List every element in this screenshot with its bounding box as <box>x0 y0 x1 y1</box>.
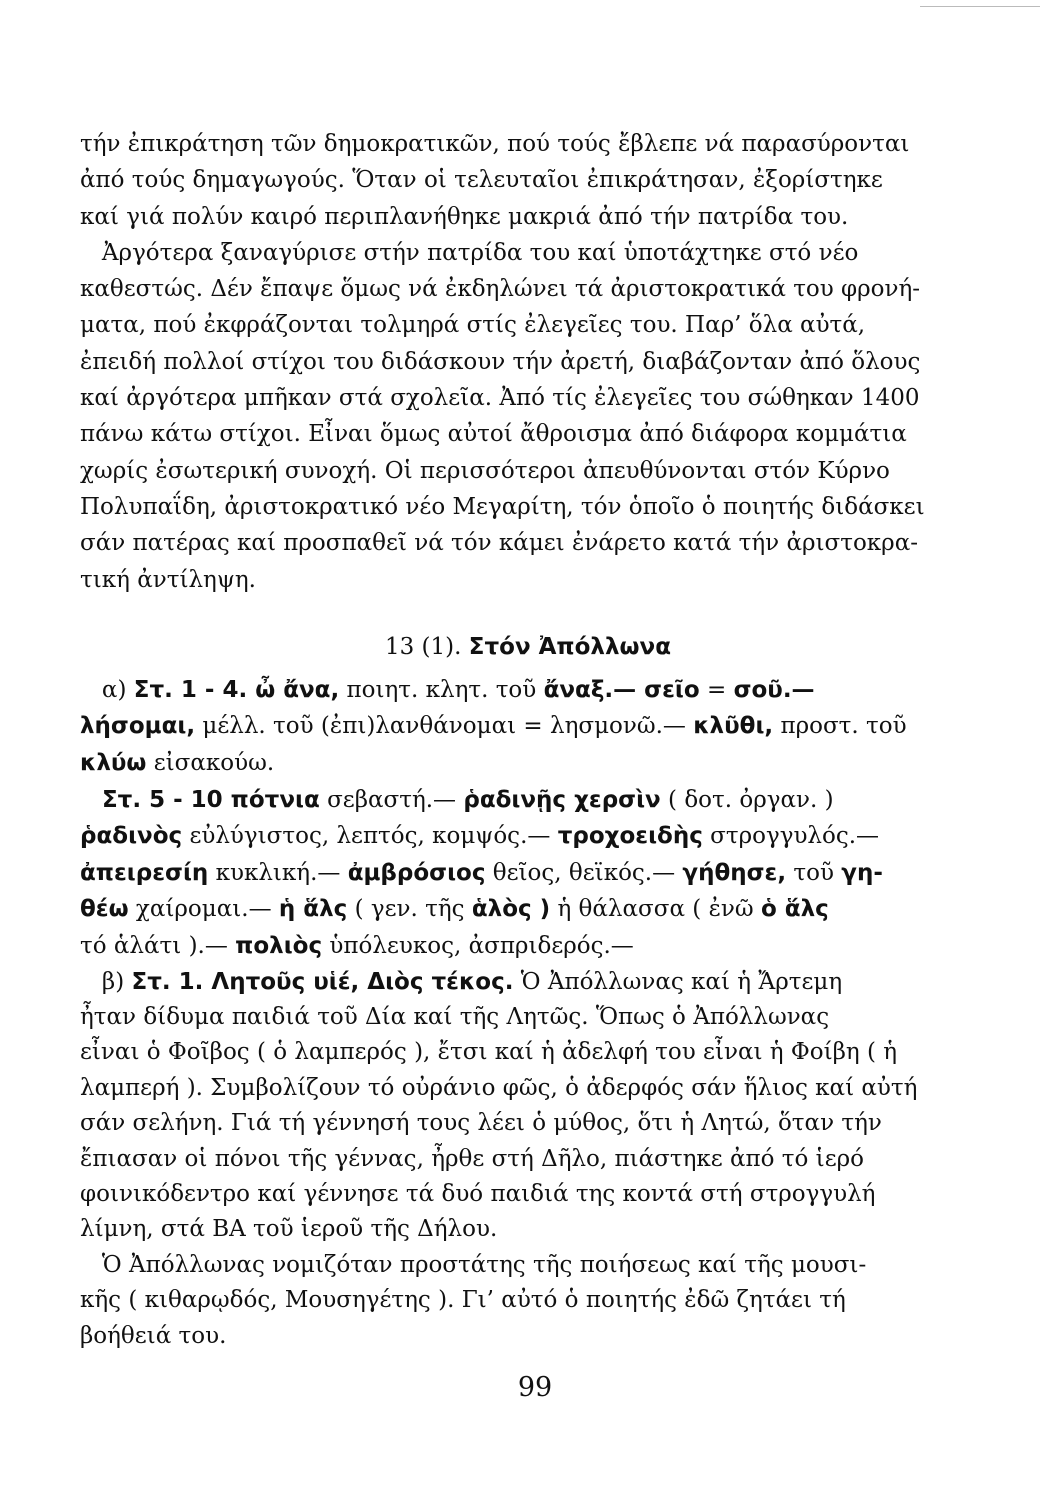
intro-text <box>80 126 936 598</box>
text-run: ( γεν. τῆς <box>347 896 472 923</box>
text-run: εἶναι ὁ Φοῖβος ( ὁ λαμπερός ), ἔτσι καί ἡ ἀδελφή του εἶναι ἡ Φοίβη ( ἡ <box>80 1039 898 1066</box>
text-run: εὐλύγιστος, λεπτός, κομψός.— <box>182 823 558 850</box>
bold-term: ἄναξ.— σεῖο <box>543 676 700 703</box>
bold-term: γήθησε, <box>682 859 787 886</box>
bold-term: λήσομαι, <box>80 713 196 740</box>
text-line: καί γιά πολύν καιρό περιπλανήθηκε μακριά ἀπό τήν πατρίδα του. <box>80 203 849 230</box>
bold-term: κλύω <box>80 750 147 777</box>
text-run: α) <box>80 676 134 703</box>
text-run: εἰσακούω. <box>146 750 275 777</box>
text-line: καθεστώς. Δέν ἔπαψε ὅμως νά ἐκδηλώνει τά ἀριστοκρατικά του φρονή- <box>80 276 921 303</box>
text-line <box>80 818 936 855</box>
bold-term: ῥαδινῇς χερσὶν <box>463 786 661 813</box>
page-number: 99 <box>517 1372 553 1403</box>
text-line: ἐπειδή πολλοί στίχοι του διδάσκουν τήν ἀρετή, διαβάζονταν ἀπό ὅλους <box>80 348 921 375</box>
bold-term: Στ. 1 - 4. ὦ ἄνα, <box>133 676 340 703</box>
text-line <box>80 1283 936 1318</box>
text-line <box>80 891 936 928</box>
text-line: σάν πατέρας καί προσπαθεῖ νά τόν κάμει ἐνάρετο κατά τήν ἀριστοκρα- <box>80 530 918 557</box>
text-line: χωρίς ἐσωτερική συνοχή. Οἱ περισσότεροι ἀπευθύνονται στόν Κύρνο <box>80 457 890 484</box>
commentary-beta <box>80 965 936 1354</box>
section-heading <box>80 634 936 660</box>
text-run: ποιητ. κλητ. τοῦ <box>339 676 544 703</box>
text-run: λαμπερή ). Συμβολίζουν τό οὐράνιο φῶς, ὁ ἀδερφός σάν ἥλιος καί αὐτή <box>80 1074 918 1101</box>
text-line <box>80 672 936 709</box>
text-run: βοήθειά του. <box>80 1322 227 1349</box>
commentary-alpha <box>80 672 936 965</box>
bold-term: γη- <box>841 859 883 886</box>
heading-number: 13 (1). <box>384 633 462 660</box>
text-line <box>80 782 936 819</box>
bold-term: ῥαδινὸς <box>80 823 183 850</box>
bold-term: ἀμβρόσιος <box>347 859 486 886</box>
text-run: φοινικόδεντρο καί γέννησε τά δυό παιδιά της κοντά στή στρογγυλή <box>80 1181 876 1208</box>
text-run: λίμνη, στά ΒΑ τοῦ ἱεροῦ τῆς Δήλου. <box>80 1216 498 1243</box>
text-run: κῆς ( κιθαρῳδός, Μουσηγέτης ). Γι’ αὐτό ὁ ποιητής ἐδῶ ζητάει τή <box>80 1287 846 1314</box>
text-line: ματα, πού ἐκφράζονται τολμηρά στίς ἐλεγεῖες του. Παρ’ ὅλα αὐτά, <box>80 312 866 339</box>
text-run: τό ἁλάτι ).— <box>80 933 236 960</box>
page-body <box>80 126 936 1354</box>
text-line: τική ἀντίληψη. <box>80 566 256 593</box>
text-line <box>80 1319 936 1354</box>
text-line <box>80 855 936 892</box>
bold-term: σοῦ.— <box>733 676 815 703</box>
text-run: ἦταν δίδυμα παιδιά τοῦ Δία καί τῆς Λητῶς. Ὅπως ὁ Ἀπόλλωνας <box>80 1004 830 1031</box>
text-run: μέλλ. τοῦ (ἐπι)λανθάνομαι = λησμονῶ.— <box>195 713 694 740</box>
text-line: ἀπό τούς δημαγωγούς. Ὅταν οἱ τελευταῖοι ἐπικράτησαν, ἐξορίστηκε <box>80 167 883 194</box>
bold-term: τροχοειδὴς <box>557 823 703 850</box>
text-line: πάνω κάτω στίχοι. Εἶναι ὅμως αὐτοί ἄθροισμα ἀπό διάφορα κομμάτια <box>80 421 907 448</box>
text-line <box>80 928 936 965</box>
text-line <box>80 1248 936 1283</box>
text-run: ἡ θάλασσα ( ἐνῶ <box>550 896 761 923</box>
text-run: = <box>699 676 734 703</box>
bold-term: ἁλὸς ) <box>471 896 551 923</box>
text-run: β) <box>80 968 132 995</box>
bold-term: κλῦθι, <box>693 713 774 740</box>
top-edge-line <box>920 6 1040 7</box>
text-run: στρογγυλός.— <box>702 823 880 850</box>
text-run <box>80 787 102 813</box>
bold-term: Στ. 5 - 10 πότνια <box>101 786 320 813</box>
text-run: θεῖος, θεϊκός.— <box>485 859 683 886</box>
text-line <box>80 1035 936 1070</box>
text-line: Πολυπαΐδη, ἀριστοκρατικό νέο Μεγαρίτη, τόν ὁποῖο ὁ ποιητής διδάσκει <box>80 493 925 520</box>
bold-term: ἡ ἅλς <box>278 896 348 923</box>
text-line <box>80 1177 936 1212</box>
text-line: καί ἀργότερα μπῆκαν στά σχολεῖα. Ἀπό τίς ἐλεγεῖες του σώθηκαν 1400 <box>80 385 920 412</box>
bold-term: Στ. 1. Λητοῦς υἱέ, Διὸς τέκος. <box>131 968 514 995</box>
bold-term: πολιὸς <box>235 933 323 960</box>
bold-term: ἀπειρεσίη <box>80 859 209 886</box>
text-line <box>80 1071 936 1106</box>
text-line: Ἀργότερα ξαναγύρισε στήν πατρίδα του καί ὑποτάχτηκε στό νέο <box>80 239 859 266</box>
text-run: σεβαστή.— <box>319 786 464 813</box>
text-run: Ὁ Ἀπόλλωνας νομιζόταν προστάτης τῆς ποιήσεως καί τῆς μουσι- <box>80 1251 867 1278</box>
heading-title: Στόν Ἀπόλλωνα <box>468 633 671 660</box>
text-run: χαίρομαι.— <box>128 896 279 923</box>
bold-term: θέω <box>80 896 129 923</box>
text-run: ὑπόλευκος, ἀσπριδερός.— <box>322 933 634 960</box>
text-run: ( δοτ. ὀργαν. ) <box>660 786 834 813</box>
text-line: τήν ἐπικράτηση τῶν δημοκρατικῶν, πού τούς ἔβλεπε νά παρασύρονται <box>80 131 910 157</box>
text-line <box>80 1106 936 1141</box>
text-line <box>80 708 936 745</box>
text-run: Ὁ Ἀπόλλωνας καί ἡ Ἄρτεμη <box>513 968 843 995</box>
text-run: σάν σελήνη. Γιά τή γέννησή τους λέει ὁ μύθος, ὅτι ἡ Λητώ, ὅταν τήν <box>80 1110 882 1137</box>
text-line <box>80 1142 936 1177</box>
text-line <box>80 1000 936 1035</box>
text-run: ἔπιασαν οἱ πόνοι τῆς γέννας, ἦρθε στή Δῆλο, πιάστηκε ἀπό τό ἱερό <box>80 1145 864 1172</box>
text-run: τοῦ <box>786 859 842 886</box>
text-line <box>80 1212 936 1247</box>
text-run: προστ. τοῦ <box>773 713 907 740</box>
text-line <box>80 965 936 1000</box>
bold-term: ὁ ἅλς <box>760 896 829 923</box>
text-line <box>80 745 936 782</box>
text-run: κυκλική.— <box>208 859 348 886</box>
